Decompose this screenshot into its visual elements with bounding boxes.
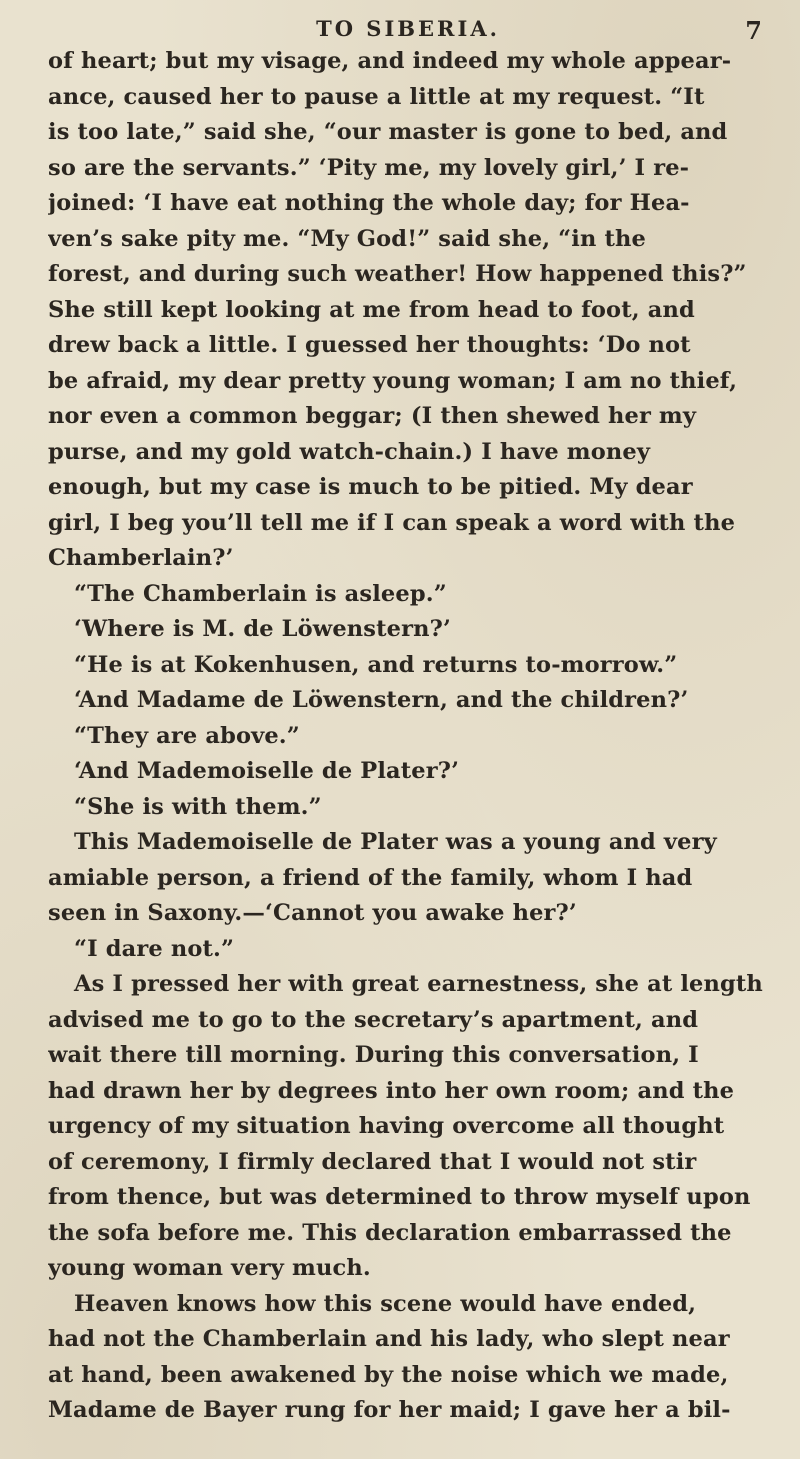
text-line: be afraid, my dear pretty young woman; I am no thief, (48, 367, 738, 394)
text-line: advised me to go to the secretary’s apartment, and (48, 1006, 699, 1033)
text-line: of ceremony, I firmly declared that I would not stir (48, 1148, 697, 1175)
text-line: Heaven knows how this scene would have ended, (74, 1290, 697, 1317)
text-line: She still kept looking at me from head to foot, and (48, 296, 695, 323)
text-line: from thence, but was determined to throw myself upon (48, 1184, 751, 1210)
text-line: the sofa before me. This declaration embarrassed the (48, 1219, 732, 1246)
text-line: forest, and during such weather! How happened this?” (48, 261, 747, 287)
page-number: 7 (745, 16, 762, 45)
text-line: so are the servants.” ‘Pity me, my lovely girl,’ I re- (48, 154, 690, 181)
text-line: amiable person, a friend of the family, whom I had (48, 864, 693, 891)
text-line: “The Chamberlain is asleep.” (74, 580, 447, 607)
text-line: ‘Where is M. de Löwenstern?’ (74, 616, 451, 642)
text-line: seen in Saxony.—‘Cannot you awake her?’ (48, 900, 577, 926)
running-head (48, 10, 768, 44)
text-line: of heart; but my visage, and indeed my whole appear- (48, 48, 732, 74)
text-line: ven’s sake pity me. “My God!” said she, “in the (48, 225, 646, 252)
text-line: “They are above.” (74, 722, 300, 749)
running-head-title: TO SIBERIA. (316, 16, 500, 41)
text-line: “He is at Kokenhusen, and returns to-morrow.” (74, 651, 678, 678)
text-line: urgency of my situation having overcome all thought (48, 1113, 725, 1139)
text-line: wait there till morning. During this conversation, I (48, 1042, 699, 1068)
text-line: ‘And Madame de Löwenstern, and the children?’ (74, 687, 689, 713)
text-line: This Mademoiselle de Plater was a young and very (74, 829, 717, 855)
text-line: As I pressed her with great earnestness, she at length (74, 971, 763, 997)
text-line: had drawn her by degrees into her own room; and the (48, 1077, 735, 1104)
text-line: Chamberlain?’ (48, 545, 234, 571)
text-line: drew back a little. I guessed her thoughts: ‘Do not (48, 332, 691, 358)
text-line: “She is with them.” (74, 793, 322, 820)
text-line: ‘And Mademoiselle de Plater?’ (74, 758, 460, 784)
text-line: “I dare not.” (74, 935, 235, 962)
text-line: nor even a common beggar; (I then shewed her my (48, 403, 697, 429)
text-line: is too late,” said she, “our master is gone to bed, and (48, 119, 728, 145)
text-line: ance, caused her to pause a little at my request. “It (48, 83, 705, 110)
body-text (48, 44, 768, 1429)
text-line: joined: ‘I have eat nothing the whole day; for Hea- (48, 190, 690, 216)
text-line: had not the Chamberlain and his lady, who slept near (48, 1326, 730, 1352)
text-line: young woman very much. (48, 1255, 371, 1281)
text-line: at hand, been awakened by the noise which we made, (48, 1361, 729, 1388)
text-line: enough, but my case is much to be pitied. My dear (48, 474, 693, 500)
text-line: purse, and my gold watch-chain.) I have money (48, 438, 651, 465)
text-line: girl, I beg you’ll tell me if I can speak a word with the (48, 509, 736, 536)
text-line: Madame de Bayer rung for her maid; I gave her a bil- (48, 1397, 731, 1423)
